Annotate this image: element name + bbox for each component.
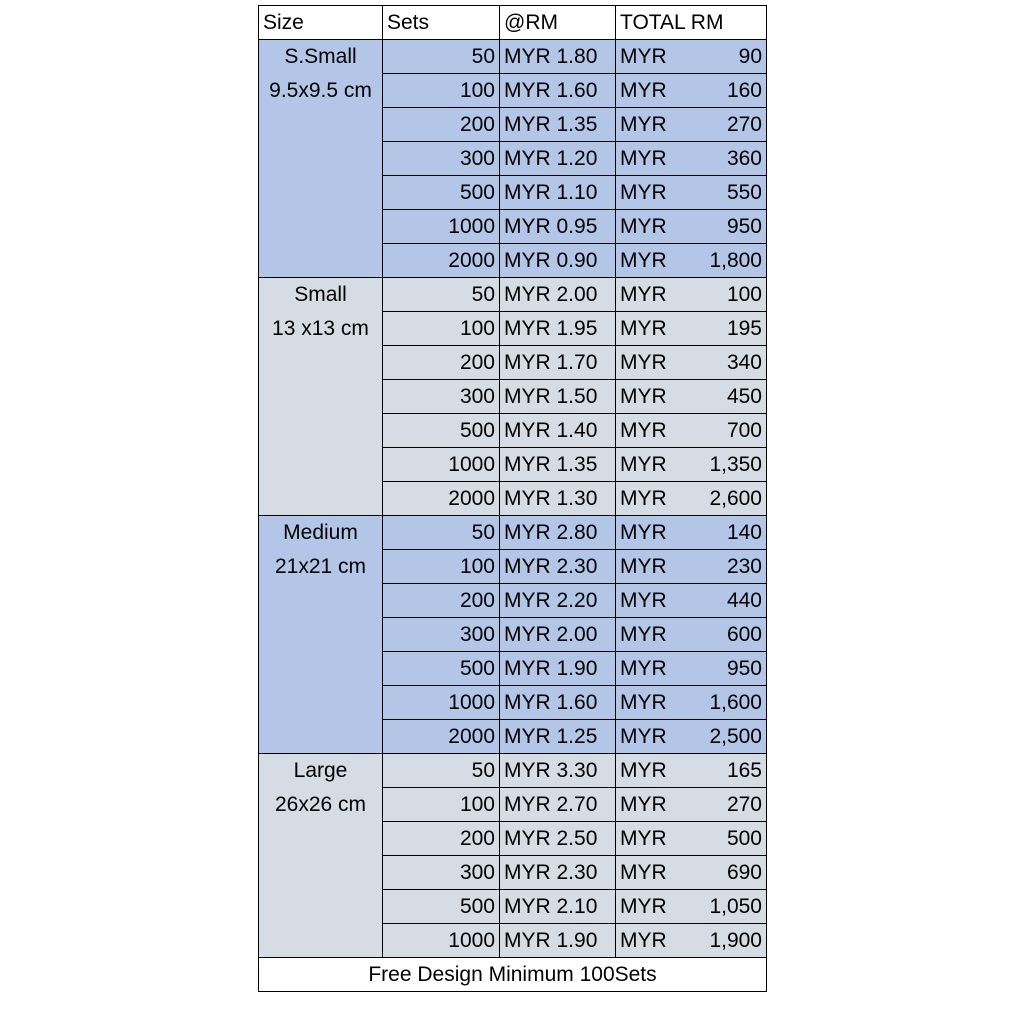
unit-price-cell: MYR 1.30 — [500, 482, 616, 516]
currency-cell: MYR — [616, 210, 681, 244]
size-dimensions: 21x21 cm — [274, 555, 367, 578]
total-cell: 165 — [681, 754, 767, 788]
currency-cell: MYR — [616, 380, 681, 414]
currency-cell: MYR — [616, 278, 681, 312]
currency-cell: MYR — [616, 924, 681, 958]
sets-cell: 200 — [383, 108, 500, 142]
sets-cell: 1000 — [383, 210, 500, 244]
size-dimensions: 13 x13 cm — [272, 317, 369, 340]
unit-price-cell: MYR 1.60 — [500, 686, 616, 720]
unit-price-cell: MYR 1.60 — [500, 74, 616, 108]
footer-note: Free Design Minimum 100Sets — [259, 958, 767, 992]
currency-cell: MYR — [616, 108, 681, 142]
currency-cell: MYR — [616, 482, 681, 516]
currency-cell: MYR — [616, 244, 681, 278]
header-row — [259, 6, 767, 40]
size-name: S.Small — [284, 45, 357, 68]
sets-cell: 2000 — [383, 482, 500, 516]
size-group-cell — [259, 40, 383, 278]
currency-cell: MYR — [616, 176, 681, 210]
sets-cell: 100 — [383, 788, 500, 822]
total-cell: 440 — [681, 584, 767, 618]
sets-cell: 1000 — [383, 448, 500, 482]
table-body — [259, 40, 767, 958]
total-cell: 270 — [681, 788, 767, 822]
total-cell: 230 — [681, 550, 767, 584]
sets-cell: 100 — [383, 312, 500, 346]
sets-cell: 300 — [383, 142, 500, 176]
currency-cell: MYR — [616, 788, 681, 822]
sets-cell: 100 — [383, 74, 500, 108]
sets-cell: 2000 — [383, 720, 500, 754]
currency-cell: MYR — [616, 142, 681, 176]
sets-cell: 300 — [383, 618, 500, 652]
header-size: Size — [259, 6, 383, 40]
size-name: Small — [294, 283, 347, 306]
total-cell: 1,350 — [681, 448, 767, 482]
total-cell: 140 — [681, 516, 767, 550]
price-table — [258, 5, 767, 992]
size-name: Medium — [283, 521, 358, 544]
unit-price-cell: MYR 2.70 — [500, 788, 616, 822]
currency-cell: MYR — [616, 74, 681, 108]
sets-cell: 300 — [383, 380, 500, 414]
sets-cell: 500 — [383, 176, 500, 210]
total-cell: 1,900 — [681, 924, 767, 958]
size-dimensions: 26x26 cm — [274, 793, 367, 816]
currency-cell: MYR — [616, 856, 681, 890]
unit-price-cell: MYR 2.10 — [500, 890, 616, 924]
unit-price-cell: MYR 3.30 — [500, 754, 616, 788]
unit-price-cell: MYR 1.90 — [500, 652, 616, 686]
size-group-cell — [259, 754, 383, 958]
size-dimensions: 9.5x9.5 cm — [269, 79, 372, 102]
footer-row — [259, 958, 767, 992]
unit-price-cell: MYR 2.20 — [500, 584, 616, 618]
unit-price-cell: MYR 2.30 — [500, 856, 616, 890]
unit-price-cell: MYR 0.90 — [500, 244, 616, 278]
table-row — [259, 516, 767, 550]
unit-price-cell: MYR 1.95 — [500, 312, 616, 346]
sets-cell: 1000 — [383, 924, 500, 958]
currency-cell: MYR — [616, 40, 681, 74]
size-group-cell — [259, 516, 383, 754]
total-cell: 500 — [681, 822, 767, 856]
total-cell: 700 — [681, 414, 767, 448]
sets-cell: 2000 — [383, 244, 500, 278]
total-cell: 90 — [681, 40, 767, 74]
sets-cell: 500 — [383, 414, 500, 448]
sets-cell: 500 — [383, 652, 500, 686]
sets-cell: 50 — [383, 278, 500, 312]
total-cell: 100 — [681, 278, 767, 312]
total-cell: 1,050 — [681, 890, 767, 924]
unit-price-cell: MYR 1.10 — [500, 176, 616, 210]
total-cell: 950 — [681, 210, 767, 244]
total-cell: 160 — [681, 74, 767, 108]
total-cell: 1,600 — [681, 686, 767, 720]
total-cell: 340 — [681, 346, 767, 380]
currency-cell: MYR — [616, 584, 681, 618]
currency-cell: MYR — [616, 414, 681, 448]
header-unit-price: @RM — [500, 6, 616, 40]
unit-price-cell: MYR 2.50 — [500, 822, 616, 856]
unit-price-cell: MYR 2.30 — [500, 550, 616, 584]
header-total: TOTAL RM — [616, 6, 767, 40]
sets-cell: 300 — [383, 856, 500, 890]
unit-price-cell: MYR 1.35 — [500, 108, 616, 142]
total-cell: 270 — [681, 108, 767, 142]
unit-price-cell: MYR 1.40 — [500, 414, 616, 448]
unit-price-cell: MYR 1.70 — [500, 346, 616, 380]
sets-cell: 200 — [383, 346, 500, 380]
sets-cell: 100 — [383, 550, 500, 584]
total-cell: 2,600 — [681, 482, 767, 516]
total-cell: 360 — [681, 142, 767, 176]
table-row — [259, 40, 767, 74]
currency-cell: MYR — [616, 312, 681, 346]
currency-cell: MYR — [616, 448, 681, 482]
header-sets: Sets — [383, 6, 500, 40]
sets-cell: 1000 — [383, 686, 500, 720]
unit-price-cell: MYR 2.00 — [500, 618, 616, 652]
currency-cell: MYR — [616, 618, 681, 652]
total-cell: 600 — [681, 618, 767, 652]
size-name: Large — [293, 759, 348, 782]
sets-cell: 50 — [383, 754, 500, 788]
currency-cell: MYR — [616, 822, 681, 856]
total-cell: 195 — [681, 312, 767, 346]
sets-cell: 200 — [383, 822, 500, 856]
currency-cell: MYR — [616, 754, 681, 788]
unit-price-cell: MYR 1.25 — [500, 720, 616, 754]
total-cell: 2,500 — [681, 720, 767, 754]
unit-price-cell: MYR 1.80 — [500, 40, 616, 74]
sets-cell: 500 — [383, 890, 500, 924]
sets-cell: 200 — [383, 584, 500, 618]
total-cell: 690 — [681, 856, 767, 890]
currency-cell: MYR — [616, 686, 681, 720]
unit-price-cell: MYR 1.50 — [500, 380, 616, 414]
unit-price-cell: MYR 0.95 — [500, 210, 616, 244]
unit-price-cell: MYR 1.35 — [500, 448, 616, 482]
total-cell: 1,800 — [681, 244, 767, 278]
total-cell: 450 — [681, 380, 767, 414]
table-row — [259, 754, 767, 788]
unit-price-cell: MYR 1.20 — [500, 142, 616, 176]
currency-cell: MYR — [616, 720, 681, 754]
currency-cell: MYR — [616, 346, 681, 380]
currency-cell: MYR — [616, 652, 681, 686]
size-group-cell — [259, 278, 383, 516]
currency-cell: MYR — [616, 516, 681, 550]
sets-cell: 50 — [383, 516, 500, 550]
unit-price-cell: MYR 2.00 — [500, 278, 616, 312]
currency-cell: MYR — [616, 550, 681, 584]
unit-price-cell: MYR 1.90 — [500, 924, 616, 958]
sets-cell: 50 — [383, 40, 500, 74]
table-row — [259, 278, 767, 312]
total-cell: 550 — [681, 176, 767, 210]
unit-price-cell: MYR 2.80 — [500, 516, 616, 550]
total-cell: 950 — [681, 652, 767, 686]
currency-cell: MYR — [616, 890, 681, 924]
